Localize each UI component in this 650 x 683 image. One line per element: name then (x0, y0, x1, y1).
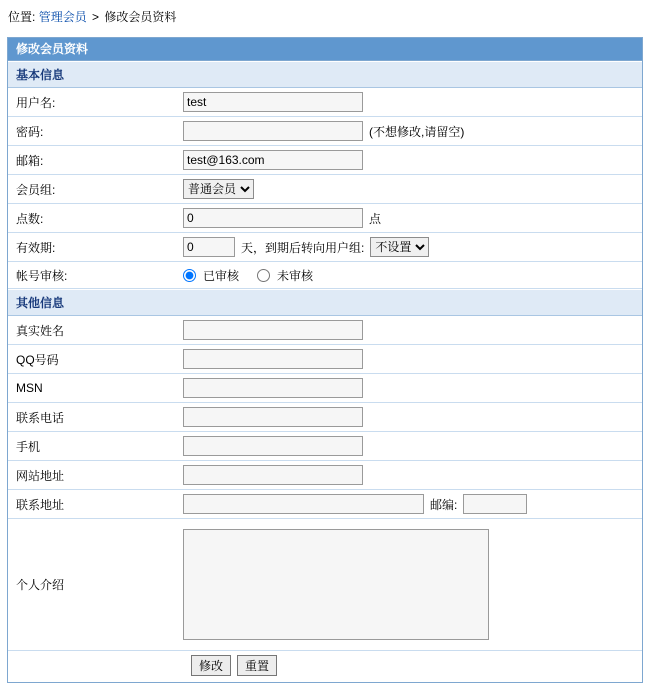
row-intro (8, 519, 642, 650)
label-qq: QQ号码 (16, 352, 59, 367)
audit-label-unapproved: 未审核 (277, 268, 314, 283)
audit-radio-unapproved[interactable] (257, 269, 270, 282)
msn-input[interactable] (183, 378, 363, 398)
row-validity (8, 233, 642, 262)
label-account-audit: 帐号审核: (16, 268, 68, 283)
row-website (8, 461, 642, 490)
row-password (8, 117, 642, 146)
member-group-select[interactable] (183, 179, 254, 199)
mobile-input[interactable] (183, 436, 363, 456)
row-address (8, 490, 642, 519)
breadcrumb-link-manage-members[interactable]: 管理会员 (38, 10, 87, 24)
label-phone: 联系电话 (16, 410, 65, 425)
audit-option-unapproved[interactable] (257, 267, 313, 284)
row-msn (8, 374, 642, 403)
audit-label-approved: 已审核 (203, 268, 240, 283)
label-email: 邮箱: (16, 153, 44, 168)
label-points: 点数: (16, 211, 44, 226)
password-input[interactable] (183, 121, 363, 141)
realname-input[interactable] (183, 320, 363, 340)
edit-member-panel (7, 37, 643, 683)
label-username: 用户名: (16, 95, 56, 110)
row-member-group (8, 175, 642, 204)
submit-button[interactable]: 修改 (191, 655, 231, 676)
label-zipcode: 邮编: (430, 497, 458, 512)
row-points (8, 204, 642, 233)
row-account-audit (8, 262, 642, 289)
label-validity: 有效期: (16, 240, 56, 255)
label-member-group: 会员组: (16, 182, 56, 197)
breadcrumb (0, 0, 650, 31)
section-header-basic: 基本信息 (8, 61, 642, 88)
section-header-other: 其他信息 (8, 289, 642, 316)
row-qq (8, 345, 642, 374)
row-mobile (8, 432, 642, 461)
points-input[interactable] (183, 208, 363, 228)
panel-title: 修改会员资料 (8, 38, 642, 61)
label-address: 联系地址 (16, 497, 65, 512)
points-unit: 点 (369, 211, 382, 226)
label-intro: 个人介绍 (16, 578, 65, 592)
username-input[interactable] (183, 92, 363, 112)
email-input[interactable] (183, 150, 363, 170)
validity-days-input[interactable] (183, 237, 235, 257)
label-mobile: 手机 (16, 439, 41, 454)
qq-input[interactable] (183, 349, 363, 369)
breadcrumb-separator: > (92, 10, 100, 24)
audit-radio-approved[interactable] (183, 269, 196, 282)
validity-mid-text: 天，到期后转向用户组: (241, 240, 365, 255)
label-realname: 真实姓名 (16, 323, 65, 338)
form-actions (8, 650, 642, 682)
label-password: 密码: (16, 124, 44, 139)
zipcode-input[interactable] (463, 494, 527, 514)
row-phone (8, 403, 642, 432)
row-realname (8, 316, 642, 345)
label-msn: MSN (16, 381, 43, 395)
website-input[interactable] (183, 465, 363, 485)
row-email (8, 146, 642, 175)
phone-input[interactable] (183, 407, 363, 427)
label-website: 网站地址 (16, 468, 65, 483)
row-username (8, 88, 642, 117)
intro-textarea[interactable] (183, 529, 489, 640)
breadcrumb-current: 修改会员资料 (104, 10, 177, 24)
reset-button[interactable]: 重置 (237, 655, 277, 676)
validity-target-group-select[interactable] (370, 237, 429, 257)
password-hint: (不想修改,请留空) (369, 124, 465, 139)
breadcrumb-prefix: 位置: (8, 10, 36, 24)
audit-option-approved[interactable] (183, 267, 239, 284)
address-input[interactable] (183, 494, 424, 514)
